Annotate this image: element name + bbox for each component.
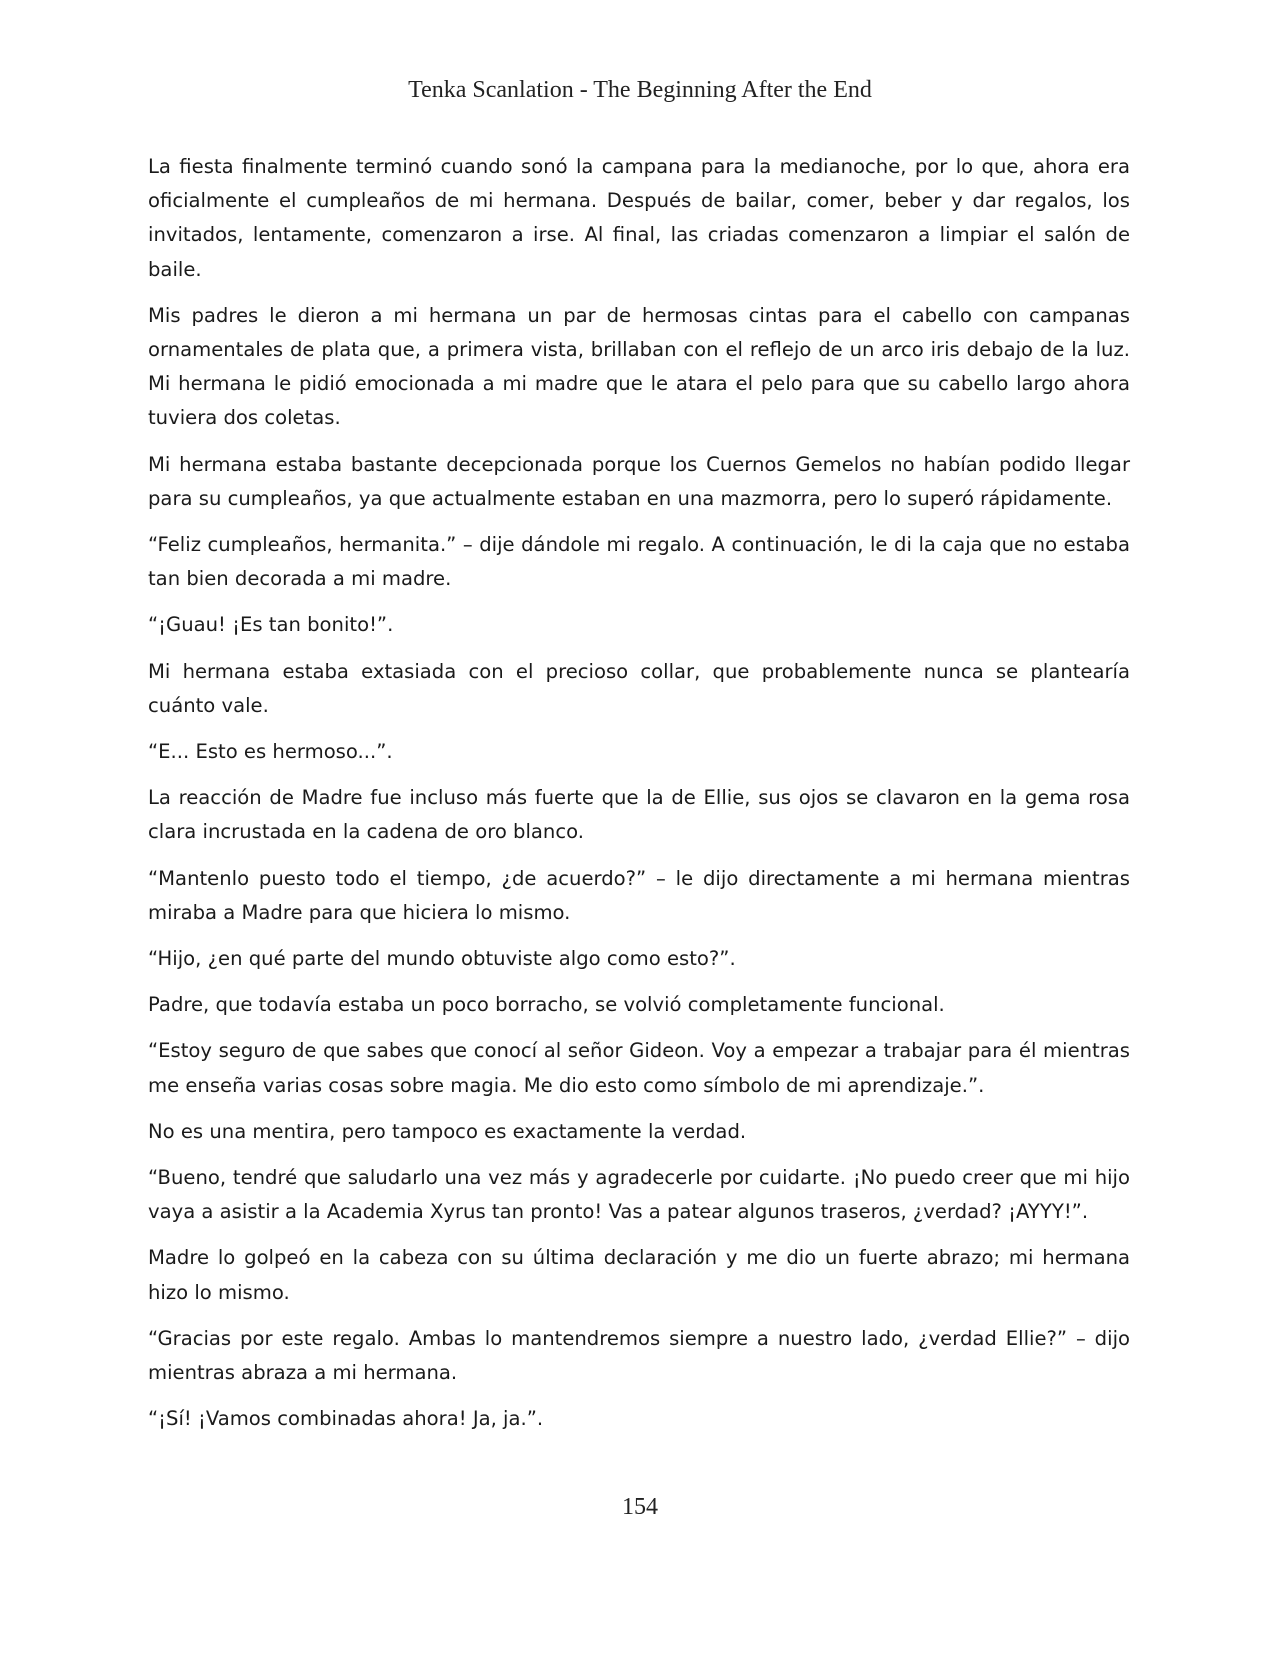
running-header: Tenka Scanlation - The Beginning After the End — [408, 77, 872, 103]
paragraph: Mi hermana estaba bastante decepcionada porque los Cuernos Gemelos no habían podido llegar para su cumpleaños, ya que actualmente estaban en una mazmorra, pero lo superó rápidamente. — [148, 452, 1130, 510]
paragraph: Mi hermana estaba extasiada con el precioso collar, que probablemente nunca se plantearía cuánto vale. — [148, 659, 1130, 717]
paragraph: “Hijo, ¿en qué parte del mundo obtuviste algo como esto?”. — [148, 947, 736, 971]
paragraph: Mis padres le dieron a mi hermana un par de hermosas cintas para el cabello con campanas ornamentales de plata que, a primera vista, brillaban con el reflejo de un arco iris debajo de la luz. Mi hermana le pidió emocionada a mi madre que le atara el pelo para que su cabello largo ahora tuviera dos coletas. — [148, 303, 1130, 430]
paragraph: “Mantenlo puesto todo el tiempo, ¿de acuerdo?” – le dijo directamente a mi hermana mientras miraba a Madre para que hiciera lo mismo. — [148, 866, 1130, 924]
paragraph: “Feliz cumpleaños, hermanita.” – dije dándole mi regalo. A continuación, le di la caja que no estaba tan bien decorada a mi madre. — [148, 533, 1130, 591]
paragraph: “Bueno, tendré que saludarlo una vez más y agradecerle por cuidarte. ¡No puedo creer que mi hijo vaya a asistir a la Academia Xyrus tan pronto! Vas a patear algunos traseros, ¿verdad? ¡AYYY!”. — [148, 1166, 1130, 1224]
paragraph: Madre lo golpeó en la cabeza con su última declaración y me dio un fuerte abrazo; mi hermana hizo lo mismo. — [148, 1246, 1130, 1304]
paragraph: La fiesta finalmente terminó cuando sonó la campana para la medianoche, por lo que, ahora era oficialmente el cumpleaños de mi hermana. Después de bailar, comer, beber y dar regalos, los invitados, lentamente, comenzaron a irse. Al final, las criadas comenzaron a limpiar el salón de baile. — [148, 155, 1130, 281]
paragraph: “Estoy seguro de que sabes que conocí al señor Gideon. Voy a empezar a trabajar para él mientras me enseña varias cosas sobre magia. Me dio esto como símbolo de mi aprendizaje.”. — [148, 1039, 1130, 1097]
page-number: 154 — [622, 1494, 658, 1520]
paragraph: “E... Esto es hermoso...”. — [148, 740, 393, 764]
body-text — [148, 150, 1130, 1449]
paragraph: “¡Guau! ¡Es tan bonito!”. — [148, 613, 394, 637]
paragraph: La reacción de Madre fue incluso más fuerte que la de Ellie, sus ojos se clavaron en la gema rosa clara incrustada en la cadena de oro blanco. — [148, 786, 1130, 844]
paragraph: Padre, que todavía estaba un poco borracho, se volvió completamente funcional. — [148, 993, 945, 1017]
paragraph: “Gracias por este regalo. Ambas lo mantendremos siempre a nuestro lado, ¿verdad Ellie?” – dijo mientras abraza a mi hermana. — [148, 1326, 1130, 1385]
paragraph: No es una mentira, pero tampoco es exactamente la verdad. — [148, 1119, 747, 1143]
paragraph: “¡Sí! ¡Vamos combinadas ahora! Ja, ja.”. — [148, 1407, 544, 1431]
